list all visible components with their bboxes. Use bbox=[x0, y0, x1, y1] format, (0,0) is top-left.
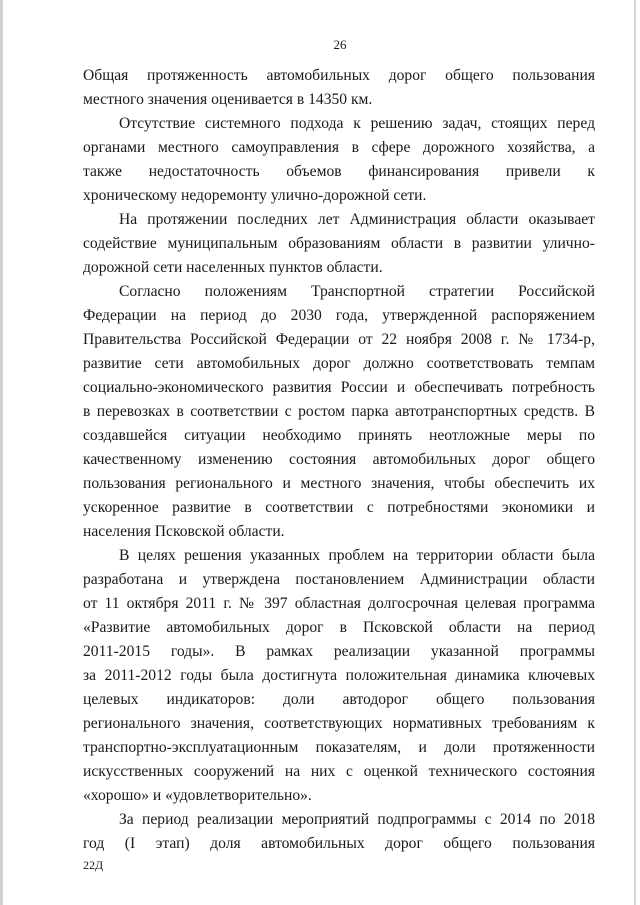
text-line: в перевозках в соответствии с ростом парка автотранспортных средств. В bbox=[83, 403, 595, 420]
text-line: 2011-2015 годы». В рамках реализации указанной программы bbox=[83, 643, 595, 660]
text-line: искусственных сооружений на них с оценкой технического состояния bbox=[83, 763, 595, 780]
scan-right-edge bbox=[634, 0, 636, 905]
text-line: хроническому недоремонту улично-дорожной сети. bbox=[83, 187, 427, 204]
text-line: «хорошо» и «удовлетворительно». bbox=[83, 787, 312, 804]
text-line: Отсутствие системного подхода к решению задач, стоящих перед bbox=[119, 115, 595, 132]
text-line: создавшейся ситуации необходимо принять неотложные меры по bbox=[83, 427, 595, 444]
text-line: «Развитие автомобильных дорог в Псковской области на период bbox=[83, 619, 595, 636]
text-line: от 11 октября 2011 г. № 397 областная долгосрочная целевая программа bbox=[83, 595, 595, 612]
text-line: За период реализации мероприятий подпрограммы с 2014 по 2018 bbox=[119, 811, 595, 828]
text-line: На протяжении последних лет Администрация области оказывает bbox=[119, 211, 595, 228]
text-line: местного значения оценивается в 14350 км. bbox=[83, 91, 373, 108]
text-line: содействие муниципальным образованиям области в развитии улично- bbox=[83, 235, 595, 252]
text-line: Согласно положениям Транспортной стратегии Российской bbox=[119, 283, 595, 300]
text-line: также недостаточность объемов финансирования привели к bbox=[83, 163, 595, 180]
text-line: Правительства Российской Федерации от 22 ноября 2008 г. № 1734-р, bbox=[83, 331, 595, 348]
text-line: Федерации на период до 2030 года, утвержденной распоряжением bbox=[83, 307, 595, 324]
text-line: за 2011-2012 годы была достигнута положительная динамика ключевых bbox=[83, 667, 595, 684]
text-line: год (I этап) доля автомобильных дорог общего пользования bbox=[83, 835, 595, 852]
text-line: пользования регионального и местного значения, чтобы обеспечить их bbox=[83, 475, 595, 492]
text-line: дорожной сети населенных пунктов области. bbox=[83, 259, 383, 276]
text-line: населения Псковской области. bbox=[83, 523, 285, 540]
scan-left-edge bbox=[0, 0, 3, 905]
text-line: Общая протяженность автомобильных дорог общего пользования bbox=[83, 67, 595, 84]
text-line: качественному изменению состояния автомобильных дорог общего bbox=[83, 451, 595, 468]
page-number: 26 bbox=[333, 37, 347, 52]
text-line: развитие сети автомобильных дорог должно соответствовать темпам bbox=[83, 355, 595, 372]
text-line: регионального значения, соответствующих нормативных требованиям к bbox=[83, 715, 595, 732]
text-line: социально-экономического развития России и обеспечивать потребность bbox=[83, 379, 595, 396]
footer-code: 22Д bbox=[83, 858, 104, 872]
text-line: транспортно-эксплуатационным показателям, и доли протяженности bbox=[83, 739, 595, 756]
text-line: целевых индикаторов: доли автодорог общего пользования bbox=[83, 691, 595, 708]
text-line: разработана и утверждена постановлением Администрации области bbox=[83, 571, 595, 588]
text-line: ускоренное развитие в соответствии с потребностями экономики и bbox=[83, 499, 595, 516]
text-line: органами местного самоуправления в сфере дорожного хозяйства, а bbox=[83, 139, 595, 156]
text-line: В целях решения указанных проблем на территории области была bbox=[119, 547, 595, 564]
